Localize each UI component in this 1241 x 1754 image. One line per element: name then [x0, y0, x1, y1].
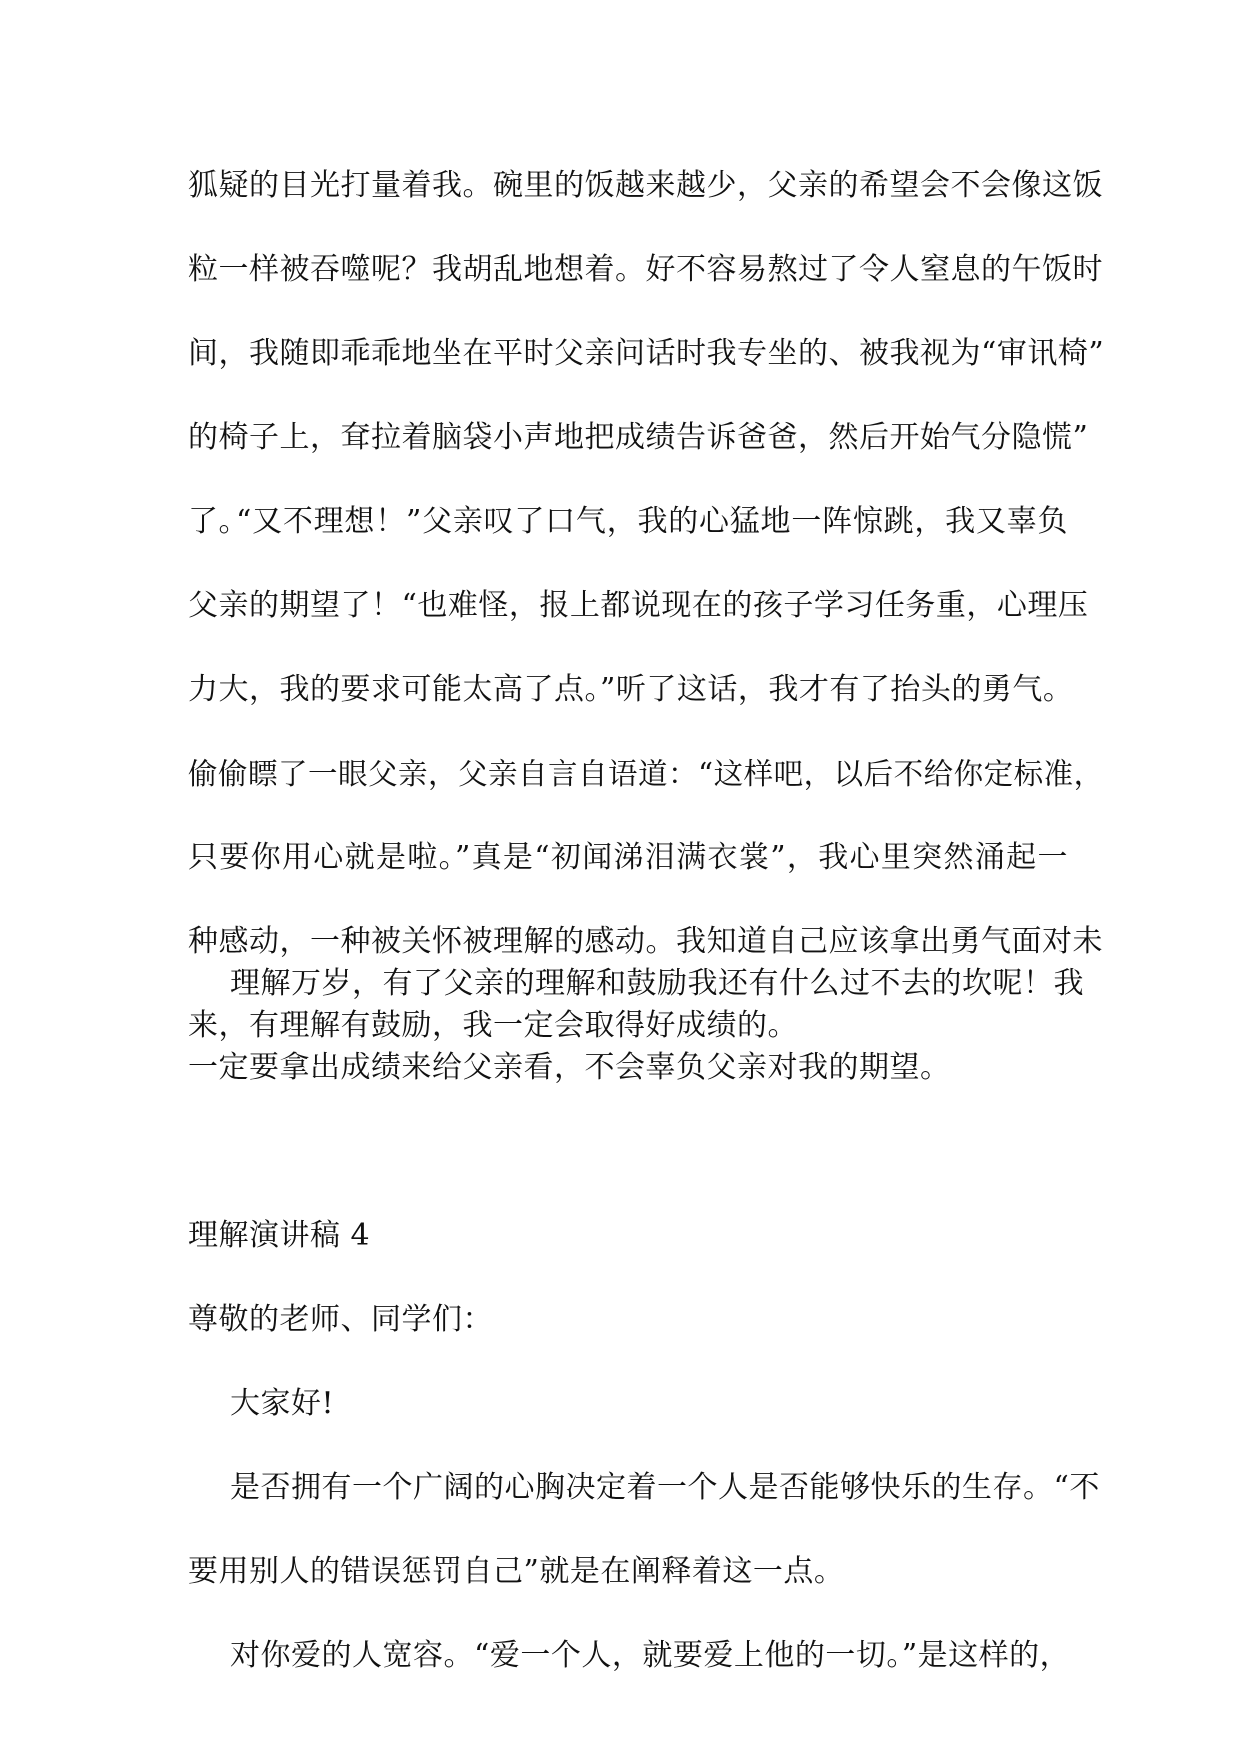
greeting-text: 大家好!: [230, 1386, 335, 1421]
text-line: 理解万岁，有了父亲的理解和鼓励我还有什么过不去的坎呢！我: [230, 966, 1084, 1001]
text-line: 的椅子上，耷拉着脑袋小声地把成绩告诉爸爸，然后开始气分隐慌”: [188, 420, 1089, 455]
salutation: [188, 1278, 1068, 1362]
text-line: 来，有理解有鼓励，我一定会取得好成绩的。: [188, 1008, 798, 1043]
greeting: [188, 1362, 1068, 1446]
paragraph-4: [188, 1446, 1100, 1614]
text-line: 只要你用心就是啦。”真是“初闻涕泪满衣裳”，我心里突然涌起一: [188, 840, 1068, 875]
text-line: 父亲的期望了！“也难怪，报上都说现在的孩子学习任务重，心理压: [188, 588, 1089, 623]
section-title-text: 理解演讲稿 4: [188, 1218, 371, 1253]
text-line: 狐疑的目光打量着我。碗里的饭越来越少，父亲的希望会不会像这饭: [188, 168, 1103, 203]
text-line: “又不理想！”父亲叹了口气，我的心猛地一阵惊跳，我又辜负: [236, 504, 1068, 539]
paragraph-5: [188, 1614, 1071, 1698]
text-line: 粒一样被吞噬呢？我胡乱地想着。好不容易熬过了令人窒息的午饭时: [188, 252, 1103, 287]
text-line: 了。: [188, 504, 249, 539]
text-line: 一定要拿出成绩来给父亲看，不会辜负父亲对我的期望。: [188, 1050, 951, 1085]
text-line: 要用别人的错误惩罚自己”就是在阐释着这一点。: [188, 1554, 845, 1589]
text-line: 种感动，一种被关怀被理解的感动。我知道自己应该拿出勇气面对未: [188, 924, 1103, 959]
text-line: 对你爱的人宽容。“爱一个人，就要爱上他的一切。”是这样的，: [230, 1638, 1071, 1673]
salutation-text: 尊敬的老师、同学们：: [188, 1302, 493, 1337]
text-line: 间，我随即乖乖地坐在平时父亲问话时我专坐的、被我视为“审讯椅”: [188, 336, 1105, 371]
text-line: 力大，我的要求可能太高了点。”听了这话，我才有了抬头的勇气。: [188, 672, 1074, 707]
text-line: 是否拥有一个广阔的心胸决定着一个人是否能够快乐的生存。“不: [230, 1470, 1100, 1505]
paragraph-3: [188, 942, 1084, 1110]
section-title: [188, 1194, 1068, 1278]
text-line: 偷偷瞟了一眼父亲，父亲自言自语道：“这样吧，以后不给你定标准，: [188, 757, 1104, 791]
